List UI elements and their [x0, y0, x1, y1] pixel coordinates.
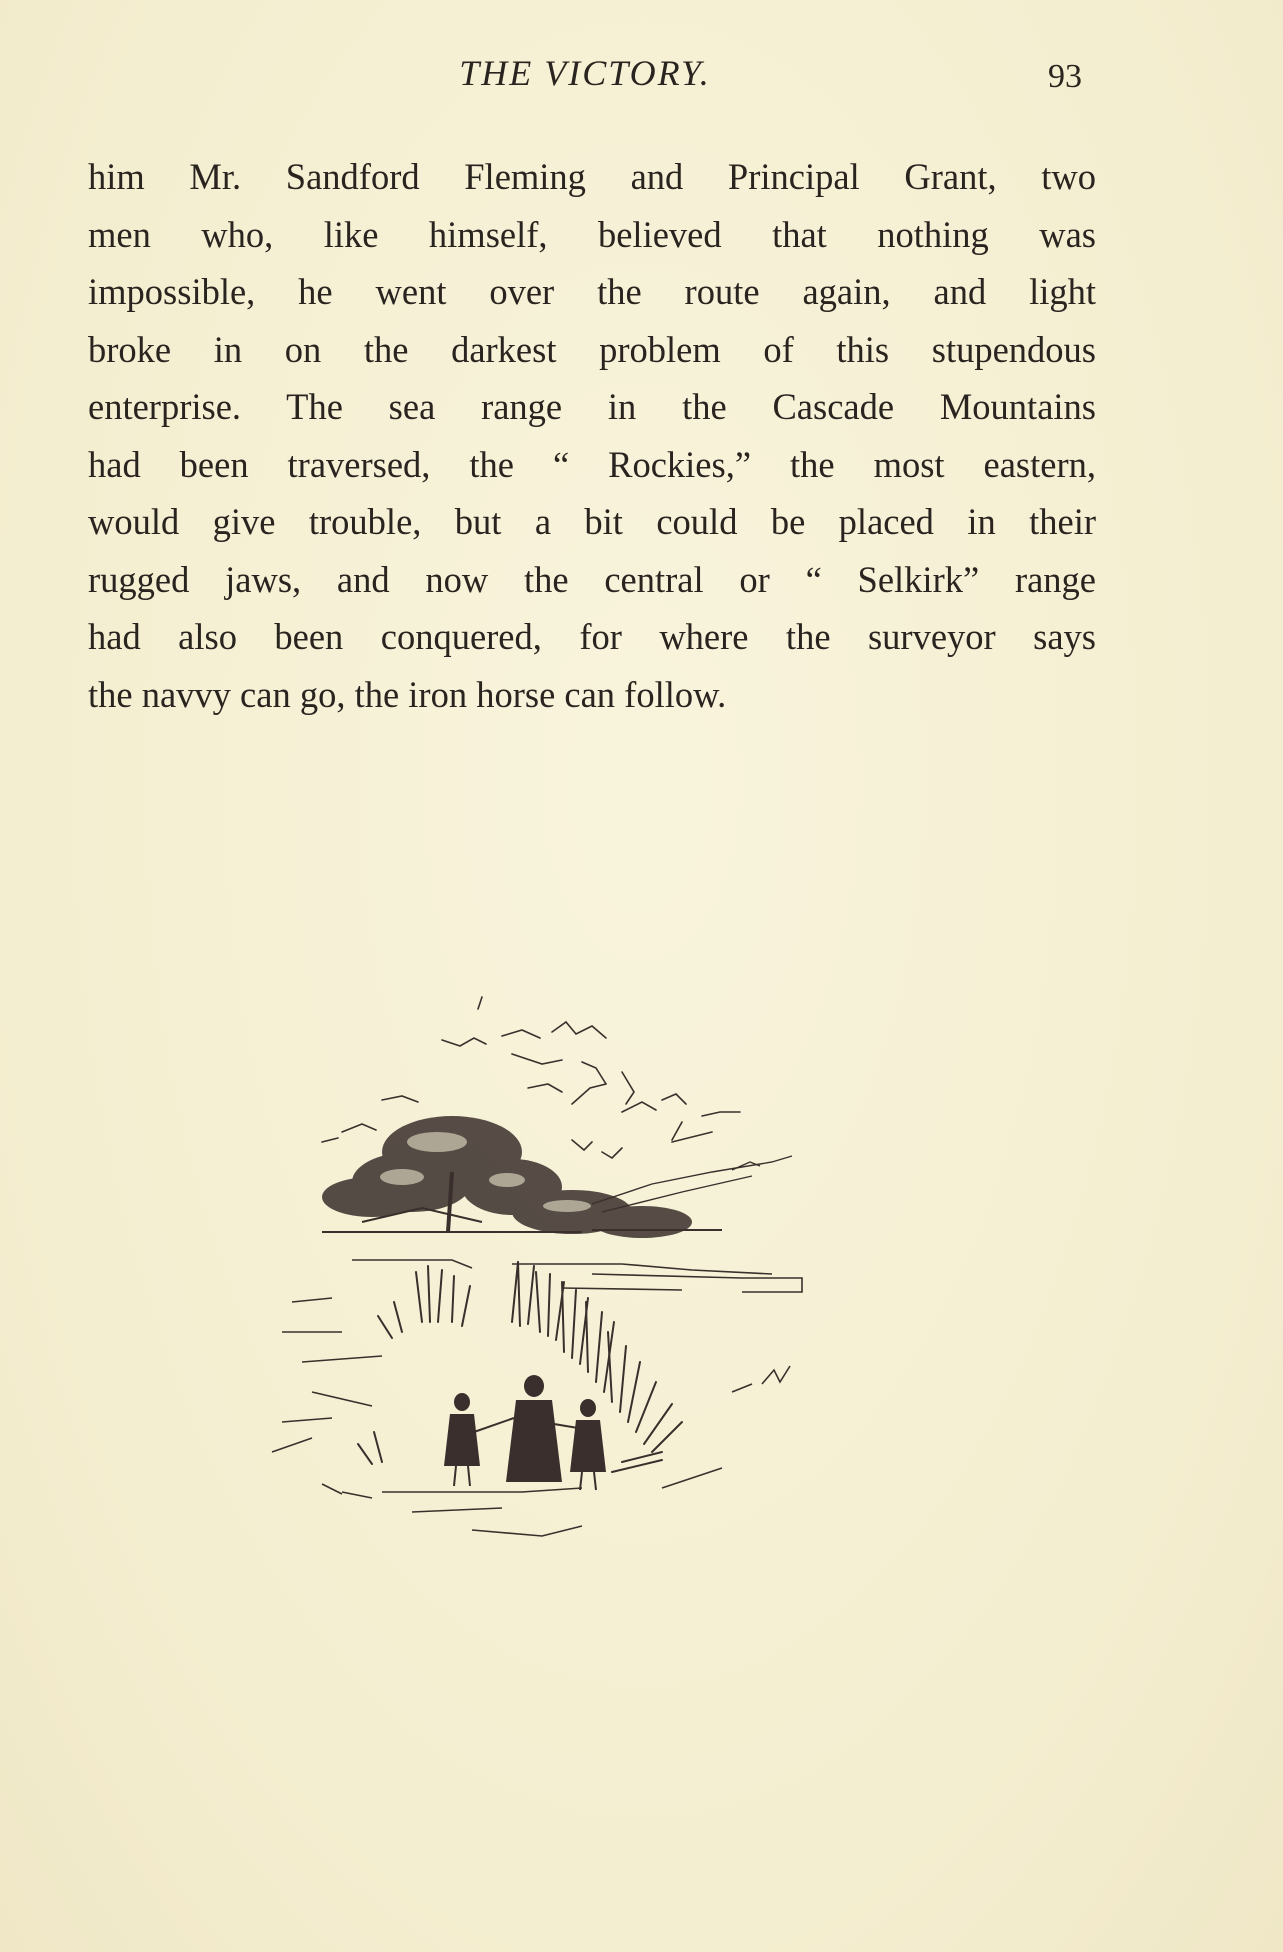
text-line: had been traversed, the “ Rockies,” the most eastern, — [88, 443, 1096, 485]
running-head — [0, 52, 1283, 102]
text-line: broke in on the darkest problem of this stupendous — [88, 328, 1096, 370]
running-title: THE VICTORY. — [459, 53, 711, 93]
engraving-svg — [262, 992, 942, 1572]
page-number: 93 — [1048, 58, 1082, 95]
text-line: would give trouble, but a bit could be placed in their — [88, 501, 1096, 542]
engraving-landscape-with-figures-icon — [262, 992, 942, 1572]
text-line: had also been conquered, for where the surveyor says — [88, 616, 1096, 657]
text-line: enterprise. The sea range in the Cascade Mountains — [88, 386, 1096, 427]
text-line: the navvy can go, the iron horse can follow. — [88, 673, 727, 715]
text-line: impossible, he went over the route again, and light — [88, 271, 1096, 312]
text-line: rugged jaws, and now the central or “ Selkirk” range — [88, 558, 1096, 600]
text-line: men who, like himself, believed that nothing was — [88, 213, 1096, 255]
text-line: him Mr. Sandford Fleming and Principal Grant, two — [88, 156, 1096, 197]
body-paragraph — [88, 148, 1096, 723]
